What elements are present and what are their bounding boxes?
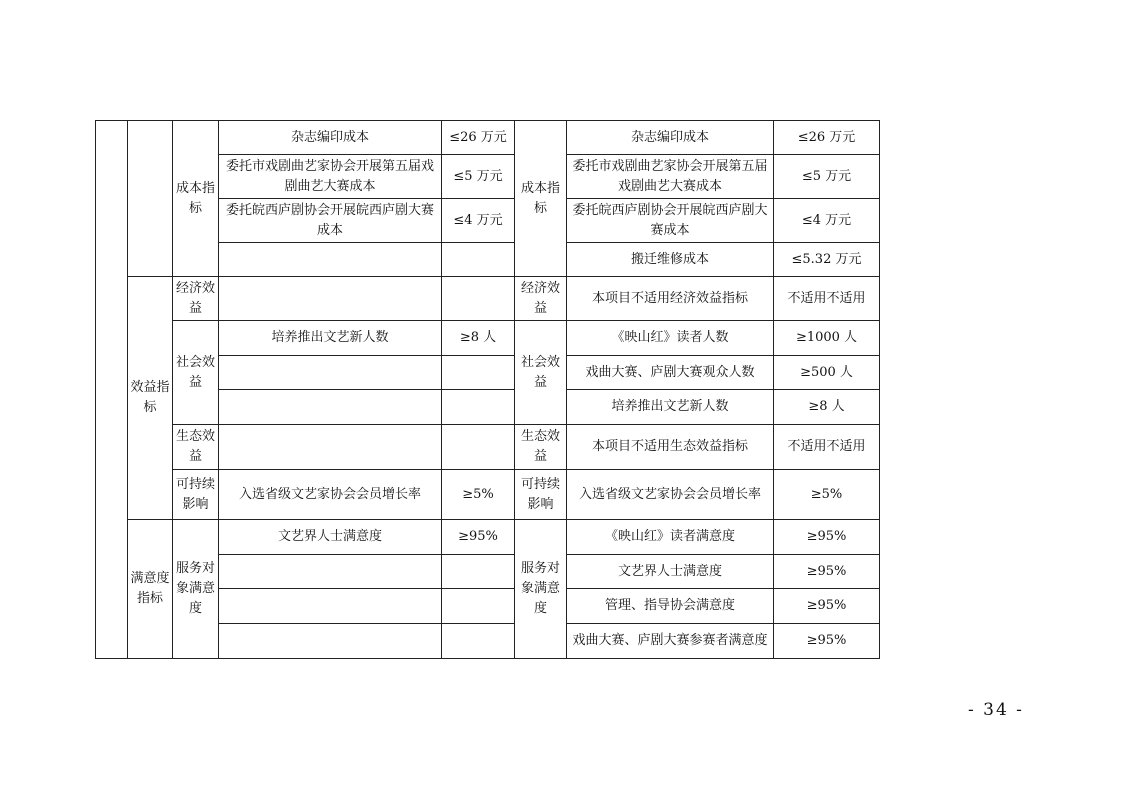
economic-left-value — [442, 277, 515, 321]
satisfaction-left-name — [219, 624, 442, 659]
social-left-value: ≥8 人 — [442, 321, 515, 356]
ecological-left-name — [219, 425, 442, 470]
satisfaction-left-name: 文艺界人士满意度 — [219, 520, 442, 555]
social-left-value — [442, 356, 515, 390]
table-row — [96, 321, 880, 356]
sustainable-right-value: ≥5% — [774, 470, 880, 520]
table-row — [96, 470, 880, 520]
cost-left-name: 委托市戏剧曲艺家协会开展第五届戏剧曲艺大赛成本 — [219, 155, 442, 199]
ecological-right-name: 本项目不适用生态效益指标 — [567, 425, 774, 470]
social-right-name: 《映山红》读者人数 — [567, 321, 774, 356]
ecological-benefit-label: 生态效益 — [173, 425, 219, 470]
table-row — [96, 520, 880, 555]
ecological-benefit-label: 生态效益 — [515, 425, 567, 470]
satisfaction-right-name: 戏曲大赛、庐剧大赛参赛者满意度 — [567, 624, 774, 659]
economic-right-value: 不适用不适用 — [774, 277, 880, 321]
economic-benefit-label: 经济效益 — [515, 277, 567, 321]
service-satisfaction-label: 服务对象满意度 — [173, 520, 219, 659]
social-left-name — [219, 390, 442, 425]
page-number: - 34 - — [968, 700, 1024, 720]
satisfaction-indicator-label: 满意度指标 — [128, 520, 173, 659]
cost-right-value: ≤5 万元 — [774, 155, 880, 199]
sustainable-left-value: ≥5% — [442, 470, 515, 520]
satisfaction-left-name — [219, 589, 442, 624]
cost-left-name: 委托皖西庐剧协会开展皖西庐剧大赛成本 — [219, 199, 442, 243]
cost-left-value: ≤4 万元 — [442, 199, 515, 243]
social-left-name: 培养推出文艺新人数 — [219, 321, 442, 356]
satisfaction-right-value: ≥95% — [774, 520, 880, 555]
blank-cell — [96, 121, 128, 659]
social-right-value: ≥1000 人 — [774, 321, 880, 356]
sustainable-left-name: 入选省级文艺家协会会员增长率 — [219, 470, 442, 520]
performance-indicator-table — [95, 120, 880, 659]
social-left-value — [442, 390, 515, 425]
economic-right-name: 本项目不适用经济效益指标 — [567, 277, 774, 321]
satisfaction-right-name: 管理、指导协会满意度 — [567, 589, 774, 624]
economic-benefit-label: 经济效益 — [173, 277, 219, 321]
satisfaction-right-value: ≥95% — [774, 624, 880, 659]
satisfaction-left-value — [442, 555, 515, 589]
table-row — [96, 121, 880, 155]
satisfaction-left-value — [442, 589, 515, 624]
service-satisfaction-label: 服务对象满意度 — [515, 520, 567, 659]
satisfaction-right-name: 《映山红》读者满意度 — [567, 520, 774, 555]
sustainable-impact-label: 可持续影响 — [515, 470, 567, 520]
economic-left-name — [219, 277, 442, 321]
cost-left-value: ≤26 万元 — [442, 121, 515, 155]
satisfaction-right-value: ≥95% — [774, 589, 880, 624]
satisfaction-left-value: ≥95% — [442, 520, 515, 555]
cost-left-value — [442, 243, 515, 277]
social-right-value: ≥500 人 — [774, 356, 880, 390]
cost-left-name — [219, 243, 442, 277]
satisfaction-left-value — [442, 624, 515, 659]
cost-left-name: 杂志编印成本 — [219, 121, 442, 155]
blank-cell — [128, 121, 173, 277]
cost-right-name: 委托市戏剧曲艺家协会开展第五届戏剧曲艺大赛成本 — [567, 155, 774, 199]
cost-right-value: ≤26 万元 — [774, 121, 880, 155]
social-right-name: 培养推出文艺新人数 — [567, 390, 774, 425]
benefit-indicator-label: 效益指标 — [128, 277, 173, 520]
cost-right-name: 搬迁维修成本 — [567, 243, 774, 277]
cost-right-value: ≤5.32 万元 — [774, 243, 880, 277]
social-benefit-label: 社会效益 — [173, 321, 219, 425]
table-row — [96, 277, 880, 321]
social-benefit-label: 社会效益 — [515, 321, 567, 425]
cost-right-name: 杂志编印成本 — [567, 121, 774, 155]
cost-indicator-label: 成本指标 — [173, 121, 219, 277]
cost-right-value: ≤4 万元 — [774, 199, 880, 243]
social-left-name — [219, 356, 442, 390]
sustainable-impact-label: 可持续影响 — [173, 470, 219, 520]
cost-indicator-label: 成本指标 — [515, 121, 567, 277]
cost-left-value: ≤5 万元 — [442, 155, 515, 199]
ecological-right-value: 不适用不适用 — [774, 425, 880, 470]
ecological-left-value — [442, 425, 515, 470]
table-row — [96, 425, 880, 470]
social-right-value: ≥8 人 — [774, 390, 880, 425]
satisfaction-right-value: ≥95% — [774, 555, 880, 589]
satisfaction-right-name: 文艺界人士满意度 — [567, 555, 774, 589]
sustainable-right-name: 入选省级文艺家协会会员增长率 — [567, 470, 774, 520]
cost-right-name: 委托皖西庐剧协会开展皖西庐剧大赛成本 — [567, 199, 774, 243]
social-right-name: 戏曲大赛、庐剧大赛观众人数 — [567, 356, 774, 390]
satisfaction-left-name — [219, 555, 442, 589]
